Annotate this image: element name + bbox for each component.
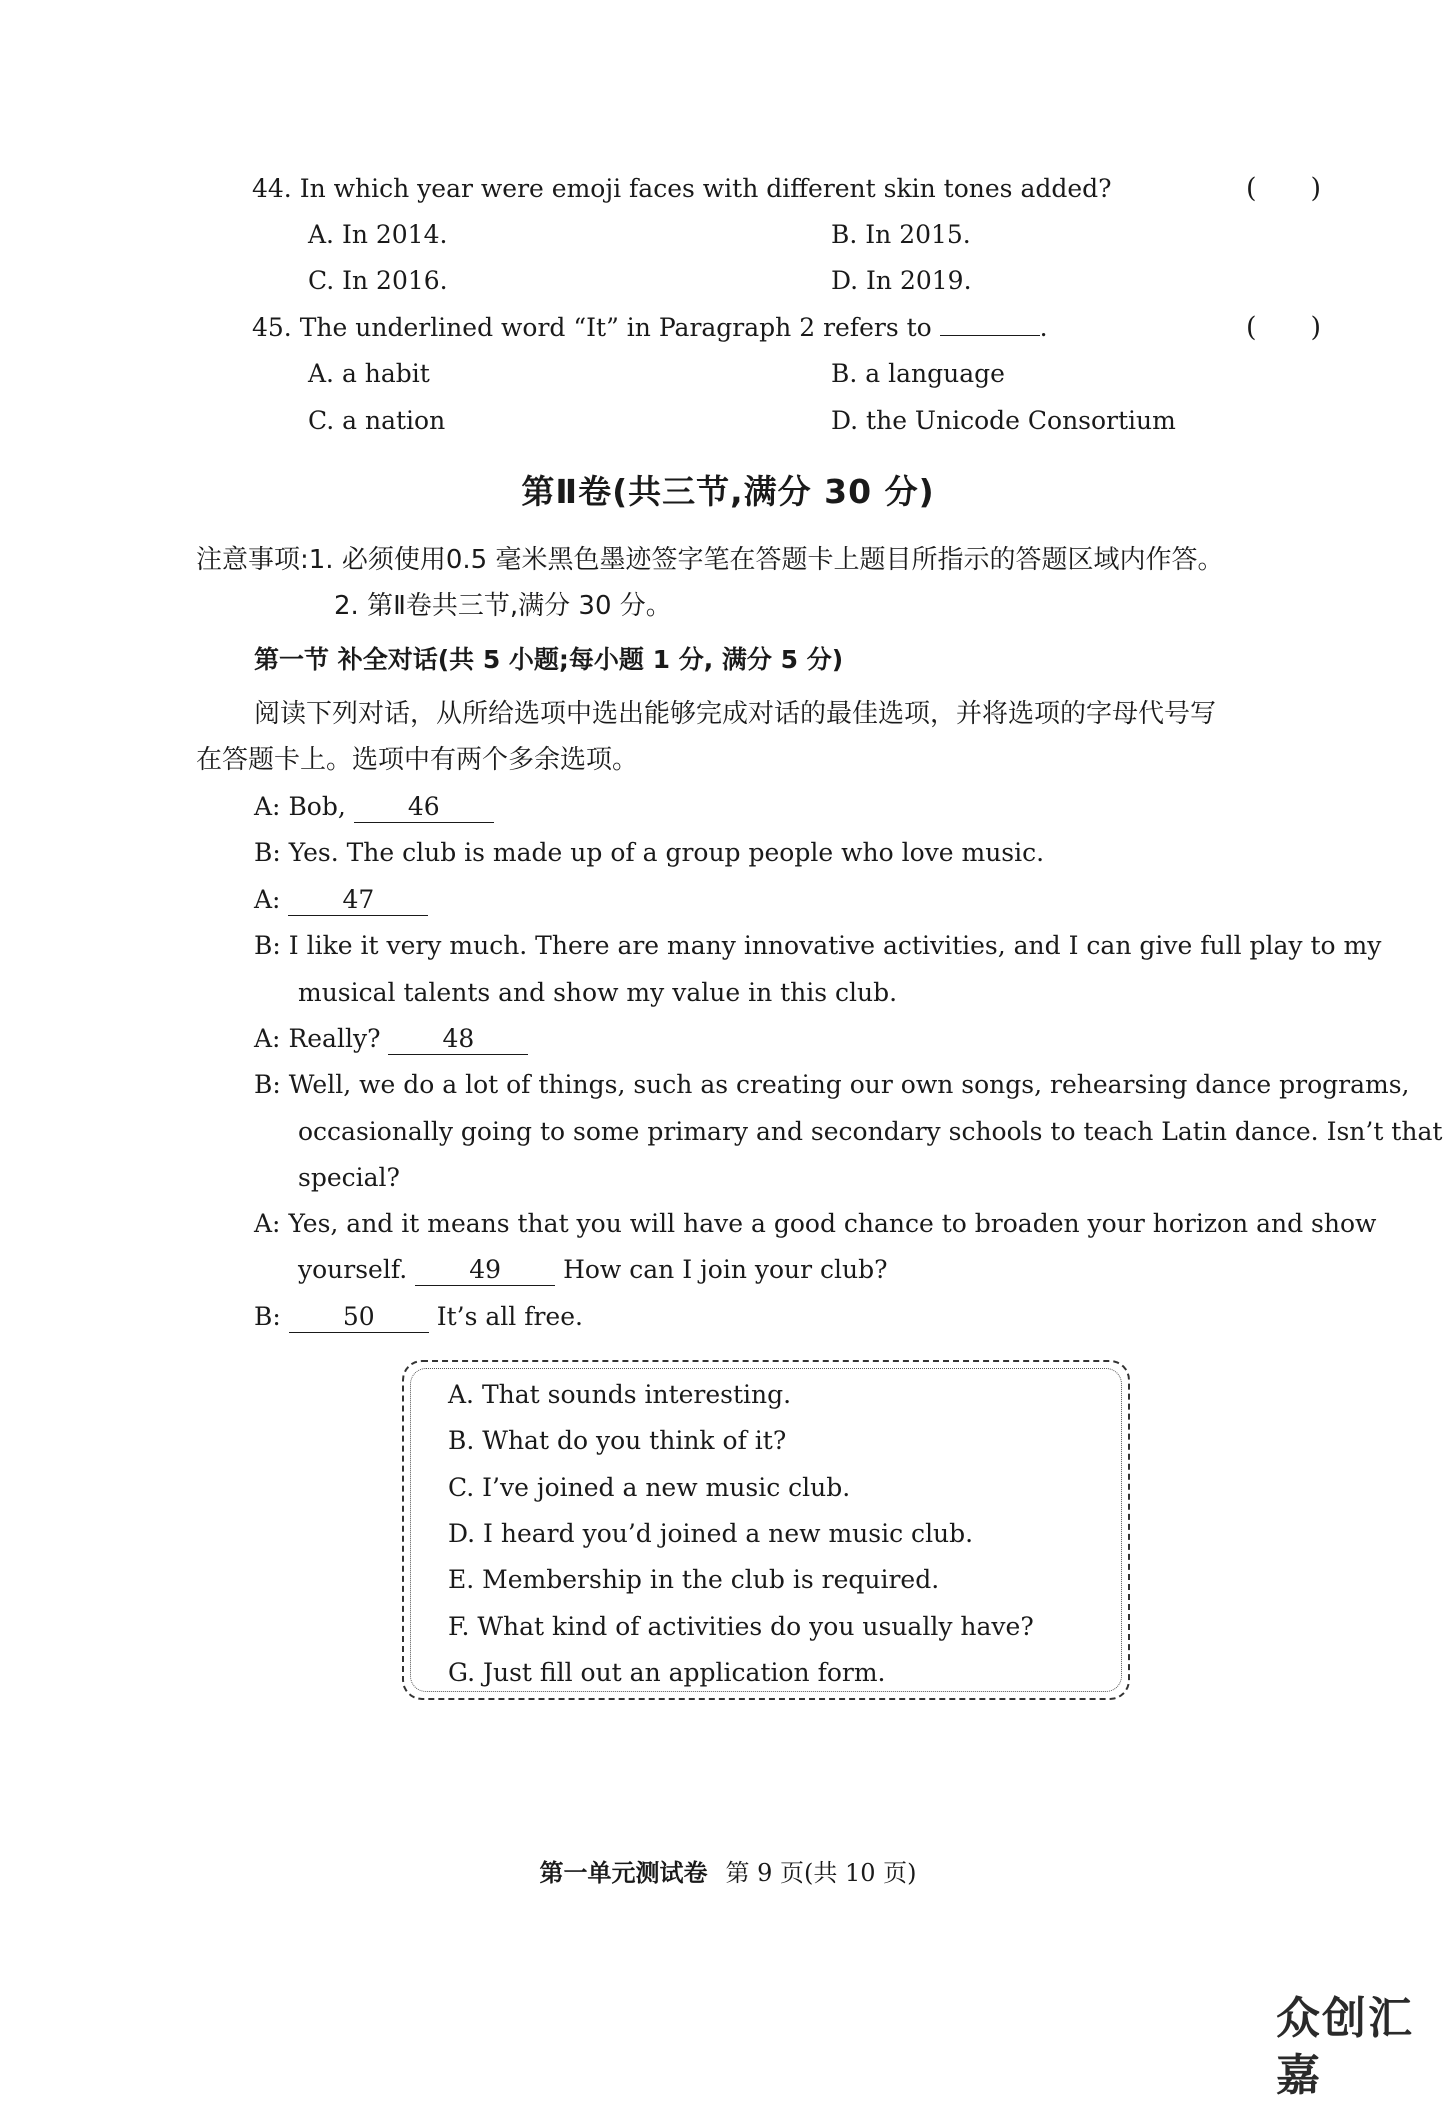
question-stem: The underlined word “It” in Paragraph 2 refers to: [299, 313, 932, 342]
notice-line-1: [196, 542, 1223, 578]
part-title: 第Ⅱ卷(共三节,满分 30 分): [521, 472, 935, 511]
question-number: 44.: [252, 174, 292, 203]
speaker: B:: [254, 838, 281, 867]
answer-blank-46: 46: [354, 792, 494, 823]
section-title: 第一节 补全对话(共 5 小题;每小题 1 分, 满分 5 分): [254, 645, 844, 674]
dialogue-line: A: Yes, and it means that you will have a good chance to broaden your horizon and show: [254, 1209, 1377, 1238]
option-44-d: D. In 2019.: [831, 266, 972, 295]
choice-f: F. What kind of activities do you usually have?: [448, 1612, 1034, 1641]
instruction-line-1: 阅读下列对话，从所给选项中选出能够完成对话的最佳选项，并将选项的字母代号写: [254, 699, 1217, 729]
notice-item-2: 2. 第Ⅱ卷共三节,满分 30 分。: [334, 591, 672, 621]
dialogue-continuation: special?: [298, 1163, 400, 1192]
notice-label: 注意事项:: [196, 545, 309, 575]
dialogue-line: B: I like it very much. There are many innovative activities, and I can give full play to my: [254, 931, 1382, 960]
option-45-c: C. a nation: [308, 406, 446, 435]
speaker: B:: [254, 1070, 281, 1099]
dialogue-line: [254, 883, 428, 917]
dialogue-line: B: Yes. The club is made up of a group people who love music.: [254, 838, 1045, 867]
speaker: A:: [254, 885, 281, 914]
instruction-line-2: 在答题卡上。选项中有两个多余选项。: [196, 745, 639, 775]
speaker: A:: [254, 1209, 281, 1238]
option-45-d: D. the Unicode Consortium: [831, 406, 1176, 435]
dialogue-continuation: occasionally going to some primary and secondary schools to teach Latin dance. Isn’t that: [298, 1117, 1443, 1146]
question-stem: In which year were emoji faces with different skin tones added?: [299, 174, 1112, 203]
dialogue-line: B: 50 It’s all free.: [254, 1302, 583, 1331]
answer-blank-47: 47: [288, 885, 428, 916]
choices-box: [402, 1360, 1130, 1700]
question-45: 45. The underlined word “It” in Paragraph 2 refers to .: [252, 313, 1048, 342]
choice-g: G. Just fill out an application form.: [448, 1658, 886, 1687]
question-44: [252, 172, 1112, 206]
choice-d: D. I heard you’d joined a new music club.: [448, 1519, 974, 1548]
dialogue-continuation: yourself. 49 How can I join your club?: [298, 1255, 888, 1284]
notice-item-1: 1. 必须使用0.5 毫米黑色墨迹签字笔在答题卡上题目所指示的答题区域内作答。: [308, 545, 1224, 575]
answer-bracket-44: ( ): [1246, 173, 1322, 204]
choice-b: B. What do you think of it?: [448, 1426, 787, 1455]
answer-blank-49: 49: [415, 1255, 555, 1286]
option-44-c: C. In 2016.: [308, 266, 448, 295]
page-footer: [0, 1856, 1456, 1890]
dialogue-line: B: Well, we do a lot of things, such as creating our own songs, rehearsing dance programs,: [254, 1070, 1410, 1099]
option-45-a: A. a habit: [308, 359, 430, 388]
choice-c: C. I’ve joined a new music club.: [448, 1473, 851, 1502]
option-44-a: A. In 2014.: [308, 220, 448, 249]
answer-blank-48: 48: [388, 1024, 528, 1055]
speaker: B:: [254, 931, 281, 960]
footer-unit: 第一单元测试卷: [539, 1859, 708, 1887]
answer-bracket-45: ( ): [1246, 312, 1322, 343]
footer-page-number: 第 9 页(共 10 页): [725, 1859, 917, 1887]
dialogue-line: A: Really? 48: [254, 1022, 528, 1056]
dialogue-line: A: Bob, 46: [254, 790, 494, 824]
watermark-logo: 众创汇嘉: [1276, 1993, 1414, 2101]
choice-a: A. That sounds interesting.: [448, 1380, 792, 1409]
speaker: A:: [254, 792, 281, 821]
choice-e: E. Membership in the club is required.: [448, 1565, 940, 1594]
speaker: B:: [254, 1302, 281, 1331]
speaker: A:: [254, 1024, 281, 1053]
answer-blank-50: 50: [289, 1302, 429, 1333]
answer-blank: [940, 311, 1040, 336]
dialogue-continuation: musical talents and show my value in this club.: [298, 978, 898, 1007]
question-number: 45.: [252, 313, 292, 342]
option-44-b: B. In 2015.: [831, 220, 971, 249]
option-45-b: B. a language: [831, 359, 1005, 388]
